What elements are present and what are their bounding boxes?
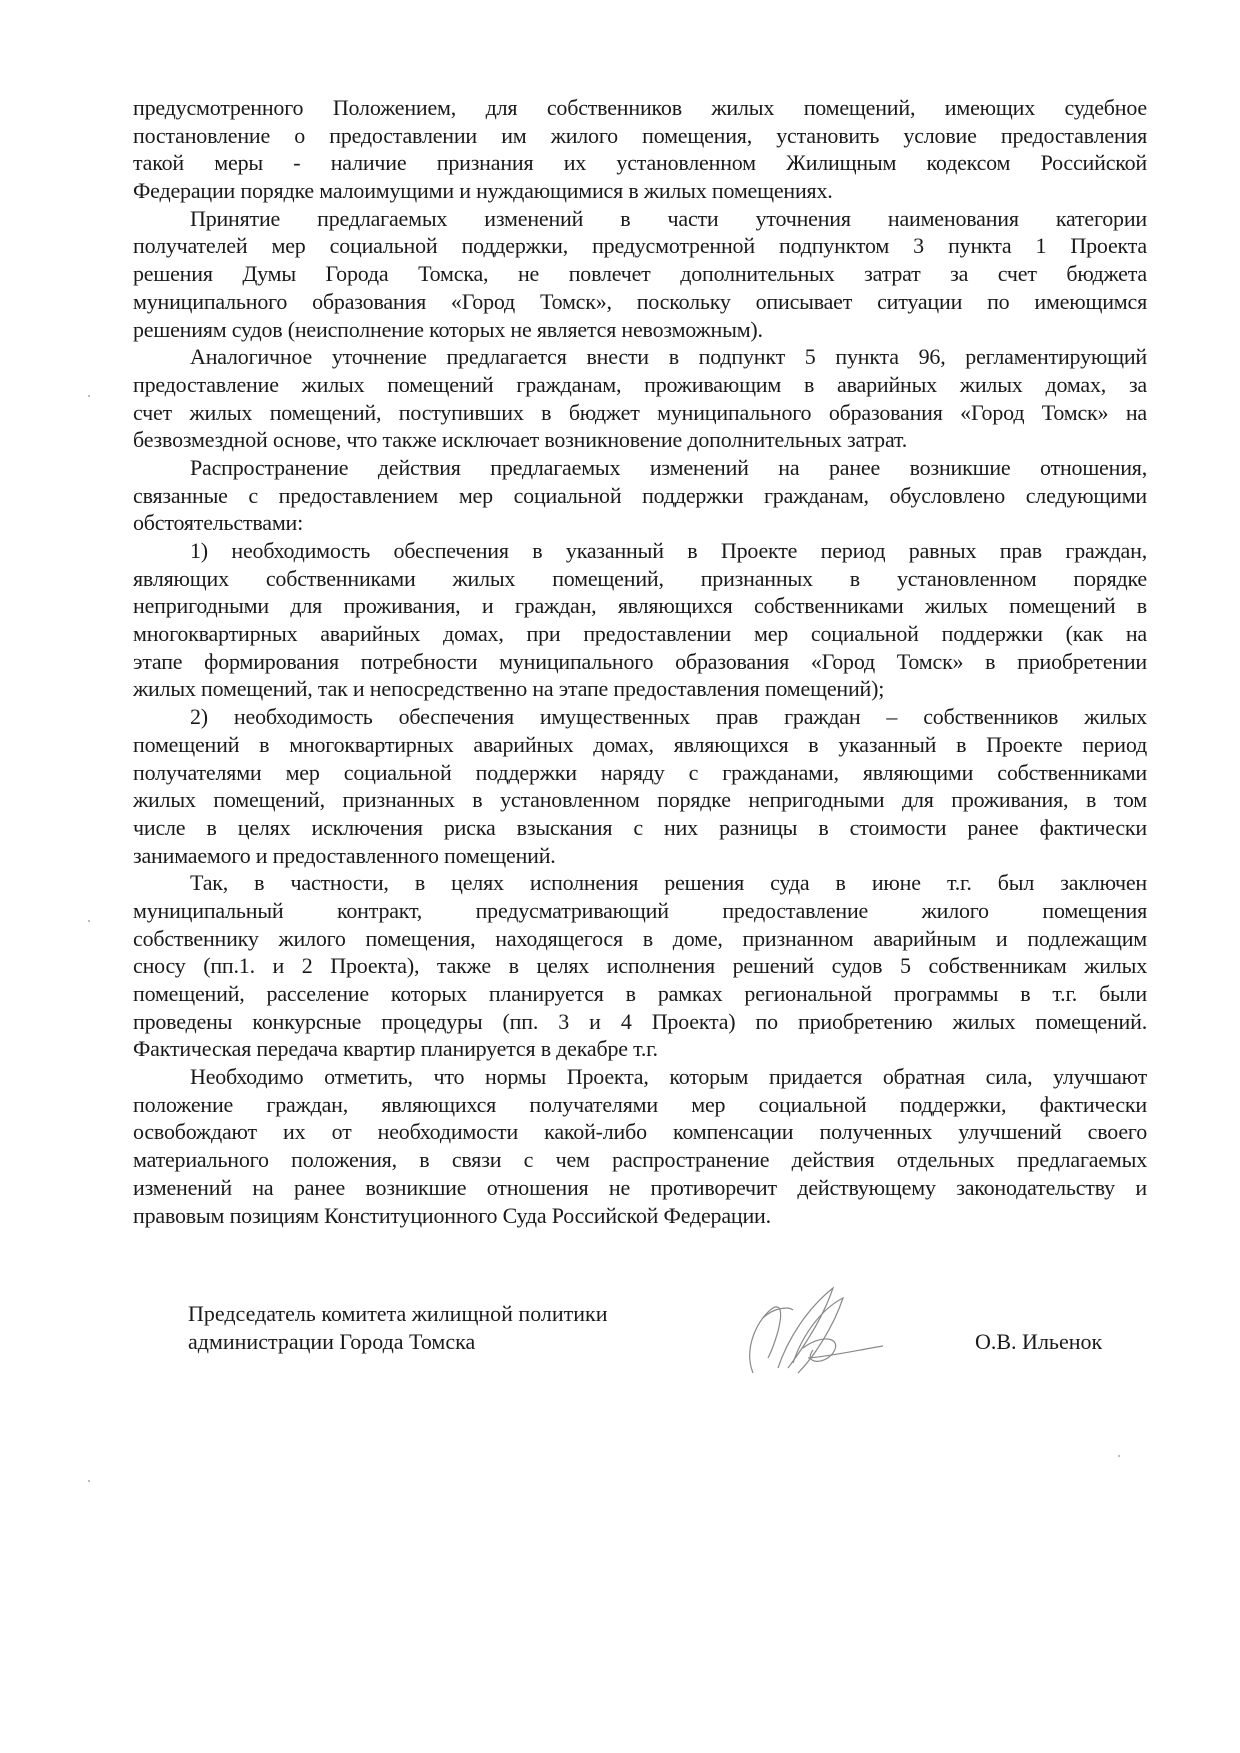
text-line: Необходимо отметить, что нормы Проекта, которым придается обратная сила, улучшают — [190, 1064, 1147, 1090]
text-line: решения Думы Города Томска, не повлечет дополнительных затрат за счет бюджета — [133, 261, 1147, 287]
text-line: занимаемого и предоставленного помещений. — [133, 842, 556, 868]
text-line: Аналогичное уточнение предлагается внести в подпункт 5 пункта 96, регламентирующий — [190, 344, 1147, 370]
text-line: муниципальный контракт, предусматривающий предоставление жилого помещения — [133, 897, 1147, 923]
paragraph — [133, 94, 1147, 205]
paragraph — [133, 1063, 1147, 1229]
paragraph — [133, 869, 1147, 1063]
text-line: муниципального образования «Город Томск», поскольку описывает ситуации по имеющимся — [133, 288, 1147, 314]
text-line: связанные с предоставлением мер социальной поддержки гражданам, обусловлено следующими — [133, 482, 1147, 508]
text-line: Так, в частности, в целях исполнения решения суда в июне т.г. был заключен — [190, 870, 1147, 896]
text-line: 1) необходимость обеспечения в указанный в Проекте период равных прав граждан, — [190, 538, 1147, 563]
text-line: Федерации порядке малоимущими и нуждающимися в жилых помещениях. — [133, 178, 833, 204]
text-line: постановление о предоставлении им жилого помещения, установить условие предоставления — [133, 122, 1147, 148]
paragraph — [133, 454, 1147, 537]
text-line: собственнику жилого помещения, находящегося в доме, признанном аварийным и подлежащим — [133, 925, 1147, 951]
text-line: счет жилых помещений, поступивших в бюджет муниципального образования «Город Томск» на — [133, 399, 1147, 425]
text-line: сносу (пп.1. и 2 Проекта), также в целях исполнения решений судов 5 собственникам жилых — [133, 953, 1147, 979]
text-line: непригодными для проживания, и граждан, являющихся собственниками жилых помещений в — [133, 593, 1147, 619]
signer-name: О.В. Ильенок — [975, 1329, 1103, 1354]
text-line: такой меры - наличие признания их установленном Жилищным кодексом Российской — [133, 150, 1147, 176]
paragraph — [133, 703, 1147, 869]
text-line: обстоятельствами: — [133, 510, 304, 536]
text-line: многоквартирных аварийных домах, при предоставлении мер социальной поддержки (как на — [133, 621, 1147, 647]
signer-title-line-1: Председатель комитета жилищной политики — [188, 1301, 608, 1326]
signature-block — [188, 1300, 1148, 1390]
text-line: Распространение действия предлагаемых изменений на ранее возникшие отношения, — [190, 454, 1147, 480]
text-line: помещений, расселение которых планируется в рамках региональной программы в т.г. были — [133, 981, 1147, 1006]
text-line: Принятие предлагаемых изменений в части уточнения наименования категории — [190, 205, 1147, 231]
text-line: жилых помещений, признанных в установленном порядке непригодными для проживания, в том — [133, 787, 1147, 813]
text-line: правовым позициям Конституционного Суда Российской Федерации. — [133, 1202, 771, 1228]
paragraph — [133, 205, 1147, 343]
text-line: жилых помещений, так и непосредственно на этапе предоставления помещений); — [133, 676, 885, 702]
text-line: этапе формирования потребности муниципального образования «Город Томск» в приобретении — [133, 648, 1147, 674]
handwritten-signature — [733, 1278, 893, 1388]
paragraph — [133, 343, 1147, 454]
document-body — [133, 94, 1147, 1229]
signer-title-line-2: администрации Города Томска — [188, 1329, 476, 1354]
text-line: являющих собственниками жилых помещений, признанных в установленном порядке — [133, 565, 1147, 591]
text-line: освобождают их от необходимости какой-либо компенсации полученных улучшений своего — [133, 1119, 1147, 1145]
text-line: безвозмездной основе, что также исключает возникновение дополнительных затрат. — [133, 427, 907, 453]
text-line: 2) необходимость обеспечения имущественных прав граждан – собственников жилых — [190, 704, 1147, 730]
text-line: помещений в многоквартирных аварийных домах, являющихся в указанный в Проекте период — [133, 731, 1147, 757]
text-line: материального положения, в связи с чем распространение действия отдельных предлагаемых — [133, 1147, 1147, 1173]
scan-speck — [1118, 1455, 1120, 1457]
scan-speck — [88, 920, 90, 922]
text-line: изменений на ранее возникшие отношения не противоречит действующему законодательству и — [133, 1174, 1147, 1200]
text-line: Фактическая передача квартир планируется в декабре т.г. — [133, 1036, 658, 1062]
text-line: предусмотренного Положением, для собственников жилых помещений, имеющих судебное — [133, 95, 1147, 120]
text-line: получателями мер социальной поддержки наряду с гражданами, являющими собственниками — [133, 759, 1147, 785]
scan-speck — [88, 395, 90, 397]
paragraph — [133, 537, 1147, 703]
text-line: получателей мер социальной поддержки, предусмотренной подпунктом 3 пункта 1 Проекта — [133, 233, 1147, 259]
text-line: решениям судов (неисполнение которых не является невозможным). — [133, 316, 763, 342]
text-line: числе в целях исключения риска взыскания с них разницы в стоимости ранее фактически — [133, 814, 1147, 840]
text-line: положение граждан, являющихся получателями мер социальной поддержки, фактически — [133, 1091, 1147, 1117]
text-line: предоставление жилых помещений гражданам, проживающим в аварийных жилых домах, за — [133, 371, 1147, 397]
text-line: проведены конкурсные процедуры (пп. 3 и 4 Проекта) по приобретению жилых помещений. — [133, 1008, 1147, 1034]
scan-speck — [88, 1480, 90, 1482]
